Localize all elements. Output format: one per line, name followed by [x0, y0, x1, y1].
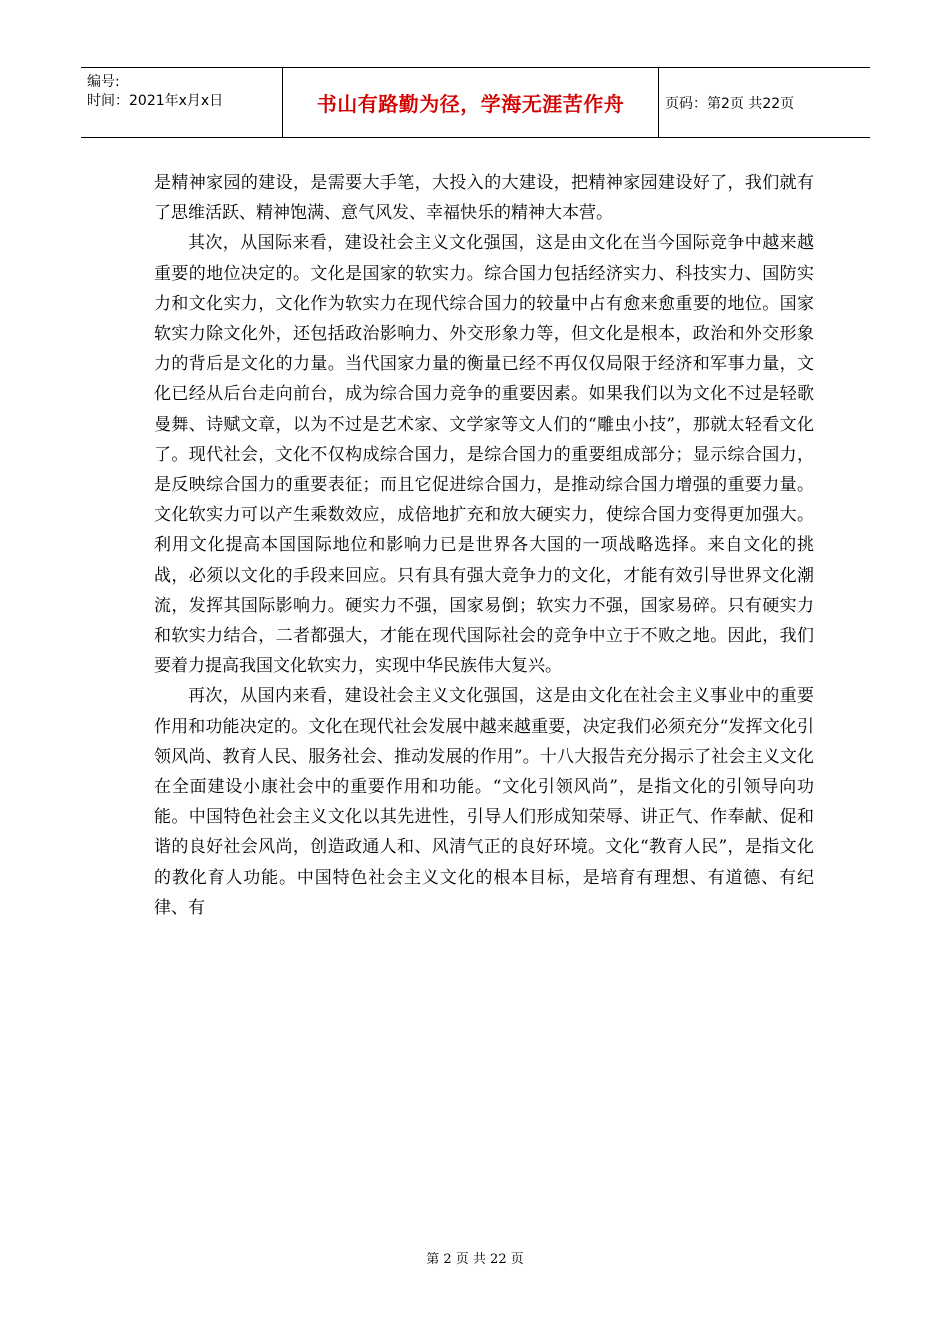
paragraph-continued: 是精神家园的建设，是需要大手笔，大投入的大建设，把精神家园建设好了，我们就有了思维活跃、精神饱满、意气风发、幸福快乐的精神大本营。 [154, 173, 814, 224]
header-meta-cell [81, 68, 283, 137]
document-number-label: 编号: [87, 74, 120, 90]
header-motto: 书山有路勤为径，学海无涯苦作舟 [283, 68, 659, 137]
paragraph-international: 其次，从国际来看，建设社会主义文化强国，这是由文化在当今国际竞争中越来越重要的地位决定的。文化是国家的软实力。综合国力包括经济实力、科技实力、国防实力和文化实力，文化作为软实力在现代综合国力的较量中占有愈来愈重要的地位。国家软实力除文化外，还包括政治影响力、外交形象力等，但文化是根本，政治和外交形象力的背后是文化的力量。当代国家力量的衡量已经不再仅仅局限于经济和军事力量，文化已经从后台走向前台，成为综合国力竞争的重要因素。如果我们以为文化不过是轻歌曼舞、诗赋文章，以为不过是艺术家、文学家等文人们的“雕虫小技”，那就太轻看文化了。现代社会，文化不仅构成综合国力，是综合国力的重要组成部分；显示综合国力，是反映综合国力的重要表征；而且它促进综合国力，是推动综合国力增强的重要力量。文化软实力可以产生乘数效应，成倍地扩充和放大硬实力，使综合国力变得更加强大。利用文化提高本国国际地位和影响力已是世界各大国的一项战略选择。来自文化的挑战，必须以文化的手段来回应。只有具有强大竞争力的文化，才能有效引导世界文化潮流，发挥其国际影响力。硬实力不强，国家易倒；软实力不强，国家易碎。只有硬实力和软实力结合，二者都强大，才能在现代国际社会的竞争中立于不败之地。因此，我们要着力提高我国文化软实力，实现中华民族伟大复兴。 [154, 233, 814, 677]
document-time-label: 时间：2021年x月x日 [87, 93, 224, 109]
paragraph-domestic: 再次，从国内来看，建设社会主义文化强国，这是由文化在社会主义事业中的重要作用和功能决定的。文化在现代社会发展中越来越重要，决定我们必须充分“发挥文化引领风尚、教育人民、服务社会、推动发展的作用”。十八大报告充分揭示了社会主义文化在全面建设小康社会中的重要作用和功能。“文化引领风尚”，是指文化的引领导向功能。中国特色社会主义文化以其先进性，引导人们形成知荣辱、讲正气、作奉献、促和谐的良好社会风尚，创造政通人和、风清气正的良好环境。文化“教育人民”，是指文化的教化育人功能。中国特色社会主义文化的根本目标，是培育有理想、有道德、有纪律、有 [154, 686, 814, 918]
page-footer: 第 2 页 共 22 页 [426, 1252, 524, 1267]
header-page-number: 页码：第2页 共22页 [665, 95, 795, 112]
page-header [81, 67, 870, 138]
document-body [154, 168, 814, 923]
